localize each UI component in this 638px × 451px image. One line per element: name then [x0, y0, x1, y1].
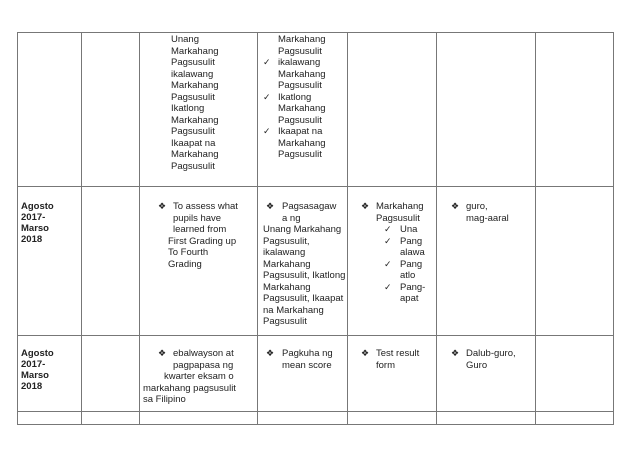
text-line: learned from [173, 224, 227, 235]
text-line: Pagsusulit [278, 114, 322, 126]
text-line: To assess what [173, 201, 238, 212]
text-line: Markahang [278, 34, 326, 45]
text-line: Markahang [278, 103, 326, 114]
text-line: Markahang [171, 80, 219, 91]
text-line: Markahang [263, 281, 311, 293]
date-line: 2017- [21, 359, 46, 370]
date-line: Agosto [21, 201, 54, 212]
table-border-right [613, 32, 614, 425]
column-divider [17, 32, 18, 425]
text-line: kwarter eksam o [164, 371, 234, 382]
text-line: Markahang [278, 137, 326, 149]
text-line: Pagsusulit [263, 316, 307, 327]
text-line: Pagsusulit [376, 212, 420, 224]
diamond-bullet-icon: ❖ [361, 348, 370, 358]
column-divider [81, 32, 82, 425]
text-line: Ikaapat na [278, 126, 323, 137]
text-line: Pang- [400, 281, 426, 293]
text-line: Markahang [376, 201, 424, 212]
text-line: a ng [282, 212, 301, 224]
text-line: Ikatlong [278, 91, 312, 103]
text-line: sa Filipino [143, 394, 186, 405]
text-line: Pagsusulit [171, 126, 215, 137]
text-line: Markahang [171, 114, 219, 126]
text-line: markahang pagsusulit [143, 382, 236, 394]
text-line: Guro [466, 359, 488, 371]
text-line: mean score [282, 359, 332, 371]
table-border-top [17, 32, 614, 33]
text-line: Grading [168, 258, 202, 270]
date-line: Agosto [21, 348, 54, 359]
column-divider [139, 32, 140, 425]
text-line: Unang Markahang [263, 224, 342, 235]
text-line: pagpapasa ng [173, 359, 234, 371]
checkmark-icon: ✓ [384, 224, 392, 234]
checkmark-icon: ✓ [384, 258, 392, 269]
text-line: Markahang [171, 149, 219, 160]
text-line: Pagsusulit [278, 149, 322, 160]
text-line: Markahang [278, 68, 326, 80]
text-line: ikalawang [171, 68, 214, 80]
checkmark-icon: ✓ [263, 57, 271, 67]
text-line: Pagsusulit [171, 57, 215, 68]
table-border-bottom [17, 424, 614, 425]
text-line: Pang [400, 235, 423, 247]
date-line: Marso [21, 223, 49, 234]
text-line: apat [400, 293, 419, 304]
date-line: Marso [21, 370, 49, 381]
date-line: 2018 [21, 234, 43, 245]
checkmark-icon: ✓ [263, 126, 271, 136]
row-divider [17, 186, 614, 187]
checkmark-icon: ✓ [384, 281, 392, 292]
checkmark-icon: ✓ [384, 235, 392, 246]
text-line: Pagsusulit, [263, 235, 310, 247]
column-divider [436, 32, 437, 425]
text-line: Pagsusulit, Ikaapat [263, 293, 344, 304]
text-line: Ikaapat na [171, 137, 216, 149]
row-divider [17, 411, 614, 412]
checkmark-icon: ✓ [263, 91, 271, 102]
row-divider [17, 335, 614, 336]
diamond-bullet-icon: ❖ [266, 201, 275, 211]
text-line: Pagsusulit [278, 45, 322, 57]
text-line: ikalawang [263, 247, 306, 258]
text-line: To Fourth [168, 247, 209, 258]
text-line: Test result [376, 348, 420, 359]
text-line: Pagkuha ng [282, 348, 333, 359]
text-line: form [376, 359, 395, 371]
text-line: Dalub-guro, [466, 348, 516, 359]
diamond-bullet-icon: ❖ [158, 201, 167, 211]
text-line: Pagsusulit [278, 80, 322, 91]
text-line: Pagsasagaw [282, 201, 337, 212]
text-line: atlo [400, 270, 416, 281]
text-line: guro, [466, 201, 488, 212]
text-line: alawa [400, 247, 425, 258]
column-divider [257, 32, 258, 425]
diamond-bullet-icon: ❖ [451, 348, 460, 358]
text-line: Pagsusulit, Ikatlong [263, 270, 346, 281]
text-line: pupils have [173, 212, 222, 224]
text-line: ikalawang [278, 57, 321, 68]
diamond-bullet-icon: ❖ [266, 348, 275, 358]
text-line: First Grading up [168, 235, 237, 247]
text-line: Una [400, 224, 418, 235]
date-line: 2018 [21, 381, 43, 392]
text-line: Pagsusulit [171, 91, 215, 103]
date-line: 2017- [21, 212, 46, 223]
column-divider [347, 32, 348, 425]
text-line: na Markahang [263, 304, 324, 316]
diamond-bullet-icon: ❖ [158, 348, 167, 358]
diamond-bullet-icon: ❖ [361, 201, 370, 211]
text-line: Pagsusulit [171, 160, 215, 172]
column-divider [535, 32, 536, 425]
text-line: Ikatlong [171, 103, 205, 114]
text-line: Unang [171, 34, 199, 45]
text-line: mag-aaral [466, 212, 509, 224]
diamond-bullet-icon: ❖ [451, 201, 460, 211]
text-line: Markahang [171, 45, 219, 57]
text-line: Pang [400, 258, 423, 270]
text-line: Markahang [263, 258, 311, 270]
text-line: ebalwayson at [173, 348, 234, 359]
